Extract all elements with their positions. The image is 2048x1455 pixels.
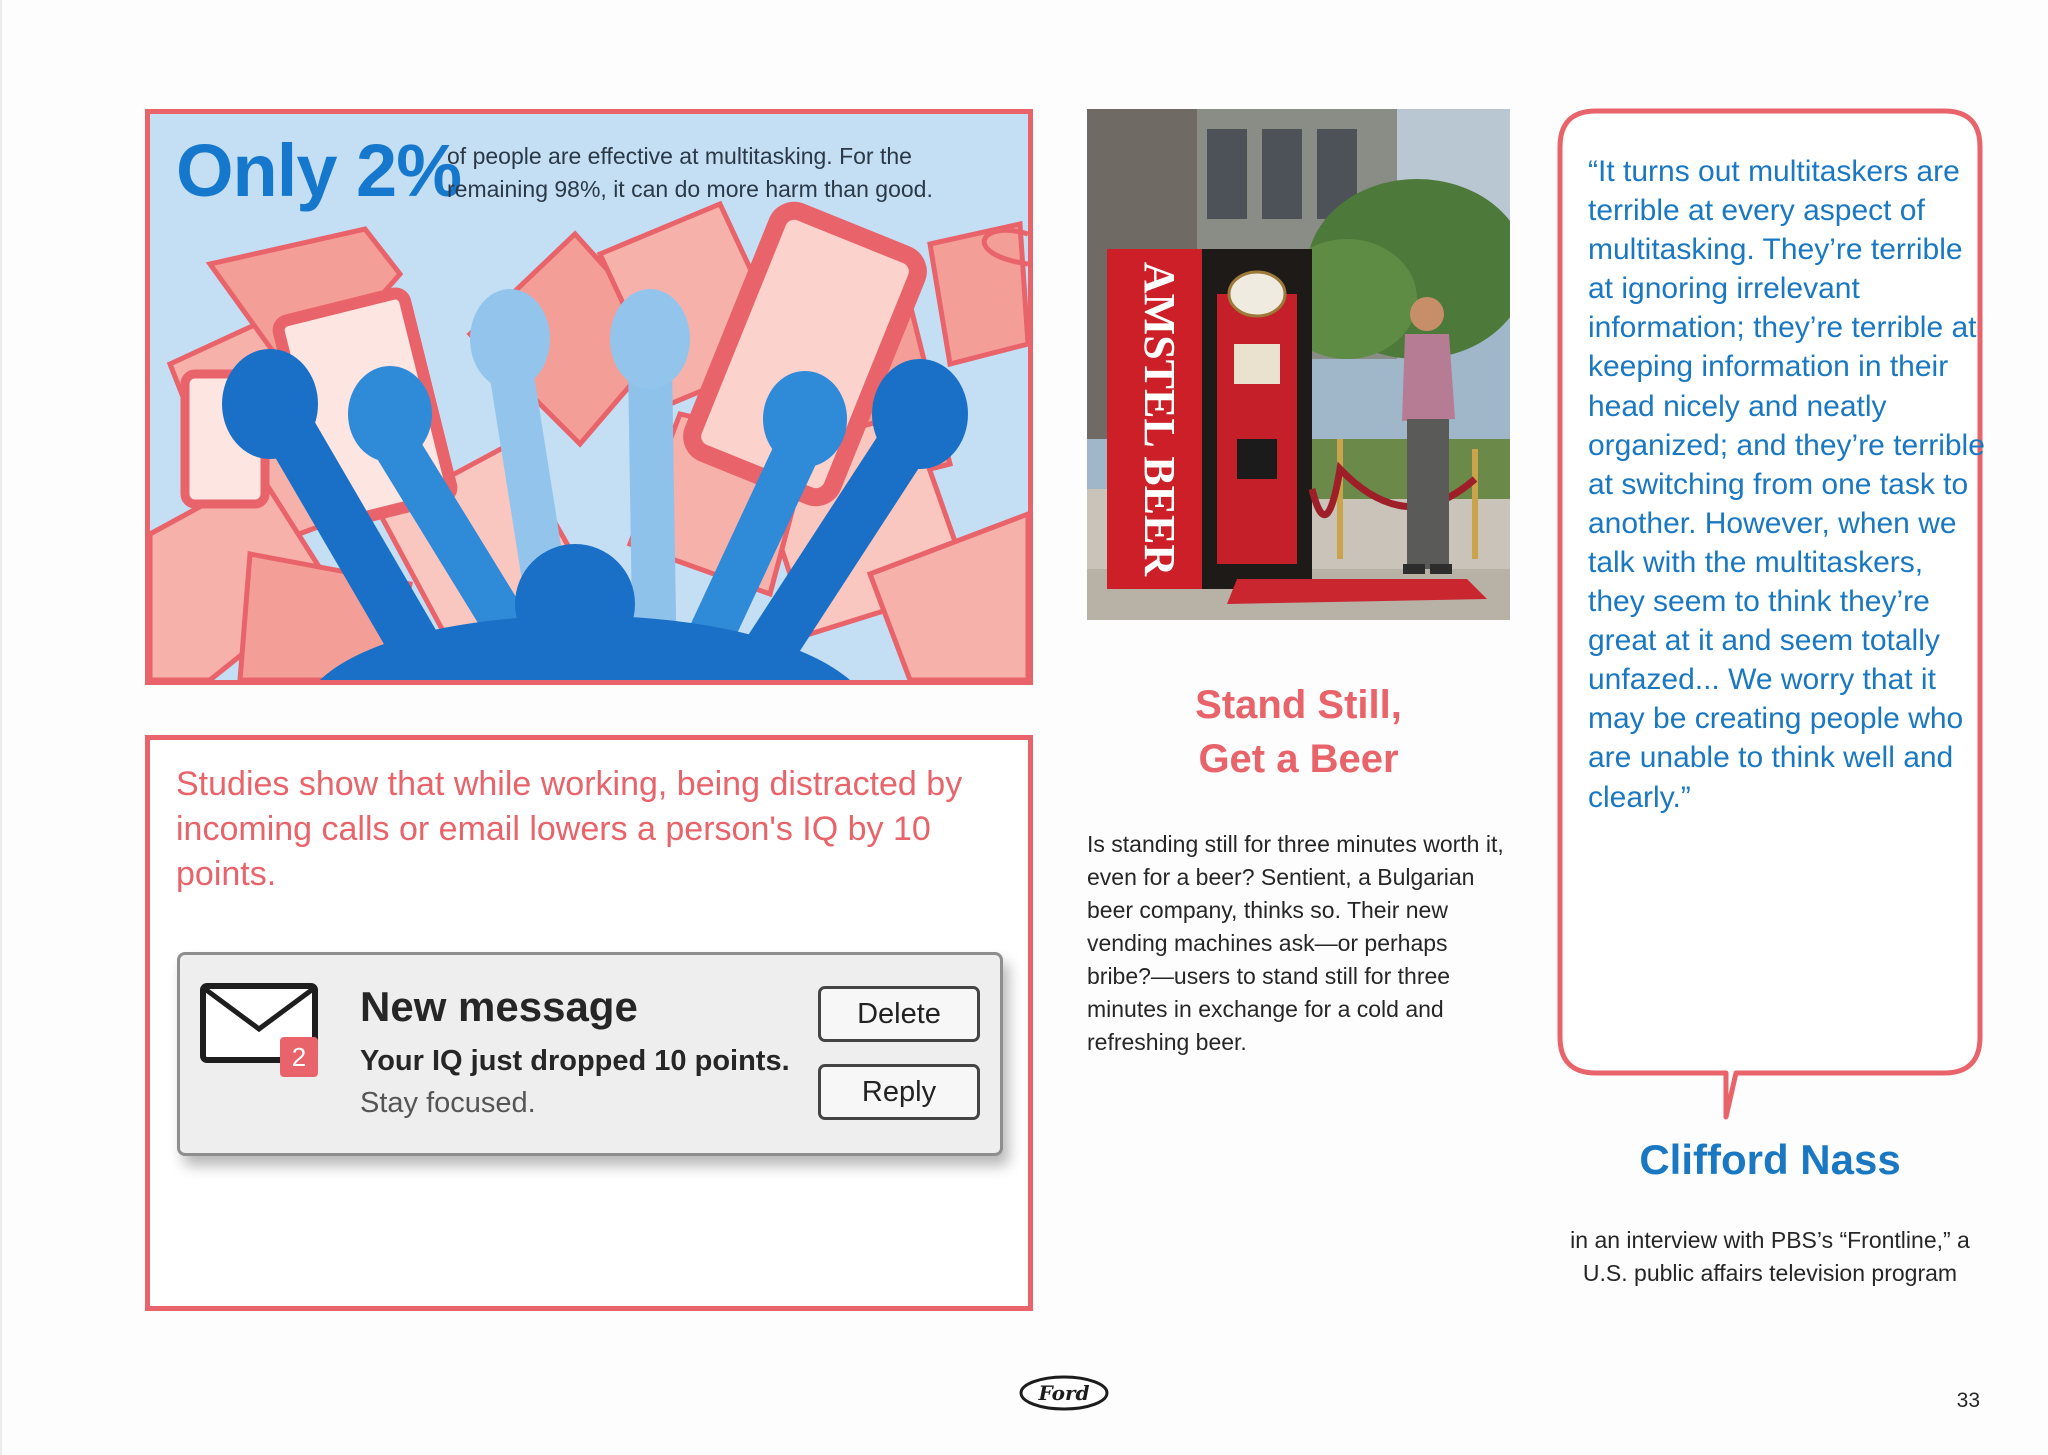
delete-button[interactable]: Delete (818, 986, 980, 1042)
beer-title-line2: Get a Beer (1198, 737, 1399, 781)
beer-vending-machine-photo (1087, 109, 1510, 620)
nass-quote: “It turns out multitaskers are terrible at every aspect of multitasking. They’re terrible at ignoring irrelevant information; they’re terrible at keeping information in their head nicely and neatly organized; and they’re terrible at switching from one task to another. However, when we talk with the multitaskers, they seem to think they’re great at it and seem totally unfazed... We worry that it may be creating people who are unable to think well and clearly.” (1588, 155, 1985, 814)
quote-source: in an interview with PBS’s “Frontline,” a U.S. public affairs television program (1570, 1227, 1970, 1286)
iq-study-panel (145, 735, 1033, 1311)
stat-description: of people are effective at multitasking. For the remaining 98%, it can do more harm than good. (447, 143, 933, 202)
ford-logo-text: Ford (1038, 1381, 1090, 1405)
ford-logo (1018, 1373, 1110, 1413)
multitasking-stat-panel (145, 109, 1033, 685)
iq-study-text: Studies show that while working, being distracted by incoming calls or email lowers a person's IQ by 10 points. (176, 765, 963, 893)
unread-count-badge: 2 (280, 1037, 318, 1077)
notification-title: New message (360, 983, 638, 1030)
notification-message: Your IQ just dropped 10 points. (360, 1045, 790, 1077)
quote-author: Clifford Nass (1639, 1136, 1901, 1183)
page-number: 33 (1956, 1389, 1980, 1412)
stat-headline: Only 2% (176, 129, 461, 212)
reply-button[interactable]: Reply (818, 1064, 980, 1120)
beer-article-body: Is standing still for three minutes worth it, even for a beer? Sentient, a Bulgarian beer company, thinks so. Their new vending machines ask—or perhaps bribe?—users to stand still for three minutes in exchange for a cold and refreshing beer. (1087, 831, 1504, 1055)
beer-article-title (1087, 678, 1510, 786)
notification-subtext: Stay focused. (360, 1087, 536, 1119)
message-notification (177, 952, 1003, 1156)
page-edge (0, 0, 2, 1455)
amstel-beer-sign: AMSTEL BEER (1135, 261, 1184, 577)
beer-title-line1: Stand Still, (1195, 683, 1402, 727)
